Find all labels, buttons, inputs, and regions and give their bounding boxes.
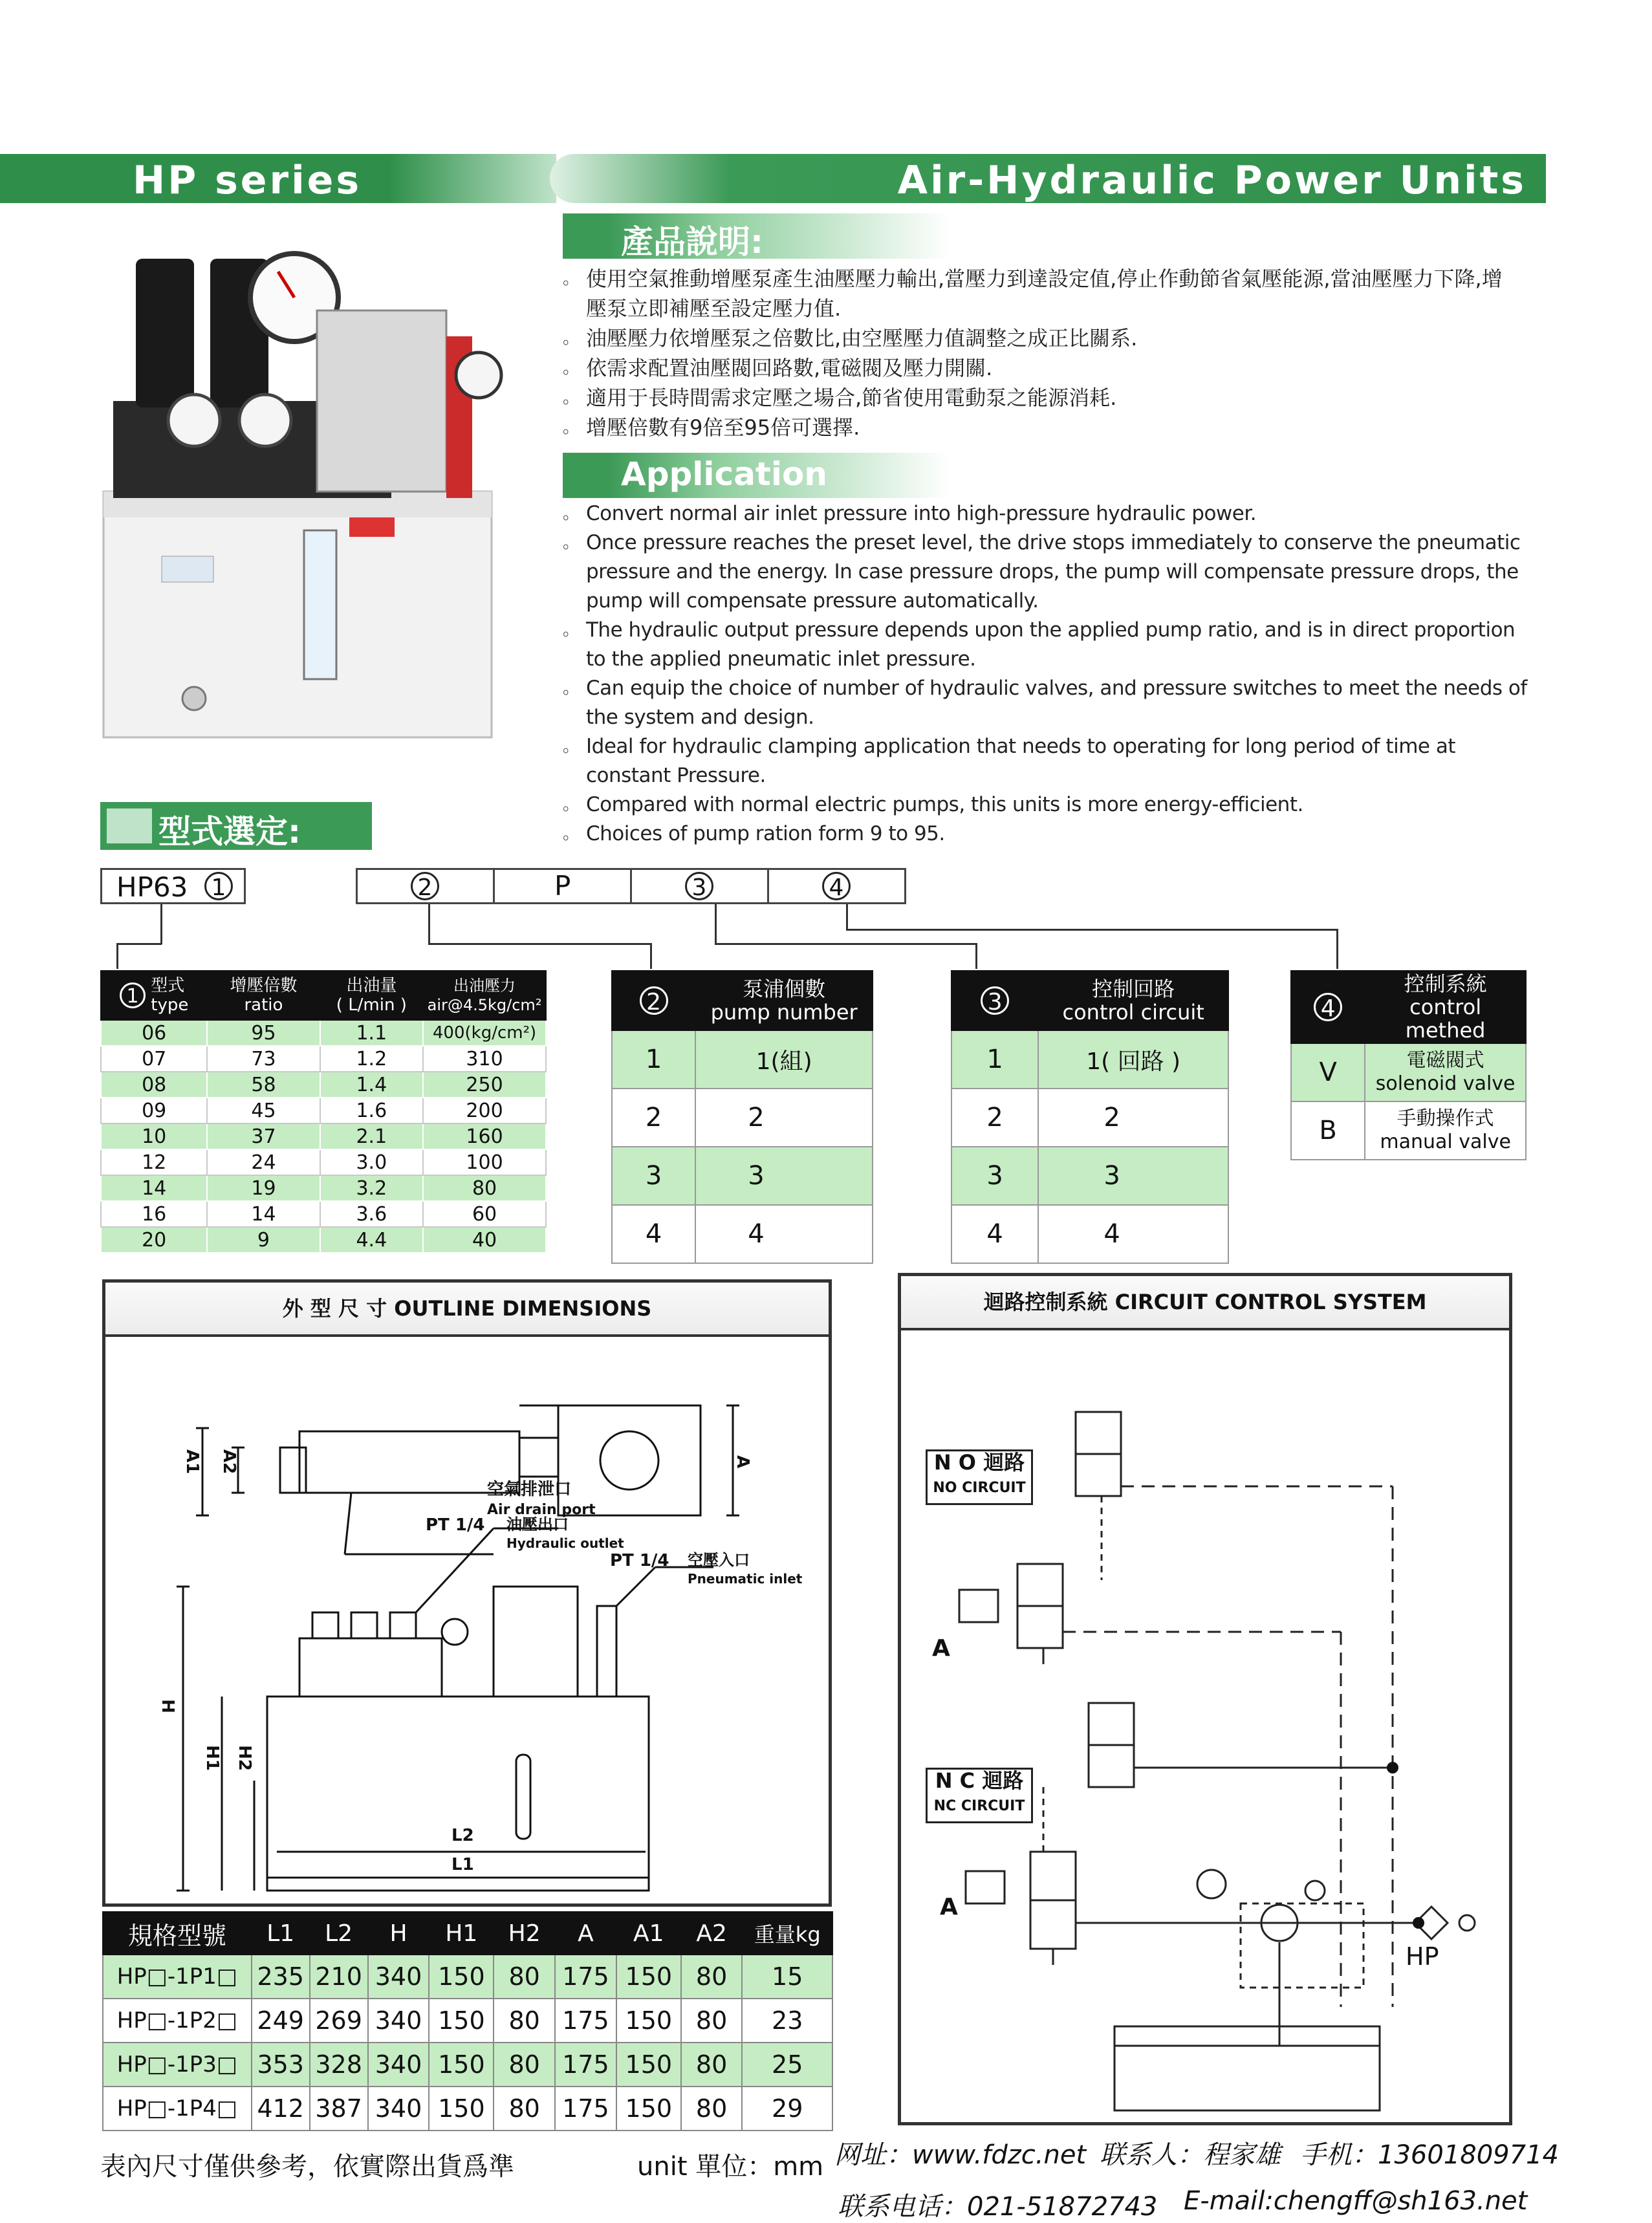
table-row: 2 2 — [612, 1089, 873, 1147]
table-row: 14 19 3.2 80 — [101, 1175, 546, 1201]
table-row: 16 14 3.6 60 — [101, 1201, 546, 1227]
pt-label-2: PT 1/4 — [610, 1551, 669, 1570]
list-item: 。 油壓壓力依增壓泵之倍數比,由空壓壓力值調整之成正比關系. — [563, 326, 1138, 351]
table-row: HP□-1P3□ 353 328 340 150 80 175 150 80 25 — [103, 2043, 832, 2087]
dim-label-l2: L2 — [451, 1826, 474, 1845]
desc-en-list — [563, 499, 1533, 849]
hp-label: HP — [1406, 1942, 1439, 1971]
desc-cn-list — [563, 264, 1507, 442]
list-item: 。 Choices of pump ration form 9 to 95. — [563, 822, 945, 845]
connector-line — [428, 943, 651, 945]
table-row: 2 2 — [951, 1089, 1228, 1147]
model-code-slot-3: 3 — [630, 868, 769, 904]
dim-label-h: H — [157, 1699, 177, 1713]
table-row: 09 45 1.6 200 — [101, 1098, 546, 1123]
outline-title: 外 型 尺 寸 OUTLINE DIMENSIONS — [105, 1283, 829, 1337]
port-a-label: A — [940, 1894, 958, 1920]
pneumatic-inlet-label: 空壓入口 Pneumatic inlet — [688, 1551, 803, 1587]
port-a-label: A — [932, 1635, 950, 1662]
outline-dimensions-panel — [102, 1279, 832, 1907]
desc-en-heading — [563, 453, 951, 498]
circuit-panel — [898, 1273, 1512, 2125]
pump-number-table: 2 泵浦個數 pump number 1 1(組) 2 2 3 3 4 4 — [611, 970, 873, 1264]
model-code-slot-4: 4 — [767, 868, 906, 904]
table-row: 10 37 2.1 160 — [101, 1123, 546, 1149]
dim-label-h1: H1 — [202, 1745, 222, 1771]
desc-cn-heading — [563, 213, 951, 259]
table-row: 1 1(組) — [612, 1030, 873, 1089]
connector-line — [715, 943, 977, 945]
table-number: 3 — [981, 986, 1009, 1015]
list-item: 。 Once pressure reaches the preset level, the drive stops immediately to conserve the pneumatic pressure and the energy. In case pressure drops, the pump will compensate pressure drops, the pump will compensate pressure automatically. — [563, 531, 1521, 613]
circuit-title: 迴路控制系統 CIRCUIT CONTROL SYSTEM — [901, 1276, 1509, 1330]
table-row: 1 1( 回路 ) — [951, 1030, 1228, 1089]
footer-tel: 联系电话：021-51872743 — [838, 2192, 1158, 2222]
list-item: 。 依需求配置油壓閥回路數,電磁閥及壓力開關. — [563, 356, 993, 380]
footer-mobile: 手机：13601809714 — [1300, 2140, 1559, 2170]
control-circuit-table: 3 控制回路 control circuit 1 1( 回路 ) 2 2 3 3 4 4 — [951, 970, 1229, 1264]
nc-circuit-label: N C 迴路 NC CIRCUIT — [926, 1768, 1033, 1823]
dimensions-table: 規格型號 L1 L2 H H1 H2 A A1 A2 重量kg HP□-1P1□ 235 210 340 150 80 175 150 80 15 HP□-1P2□ 249 269 340 150 80 175 150 80 23 HP□-1P3□ 353 328 340 150 80 175 150 80 25 HP□-1P4□ 412 387 340 150 80 175 150 80 29 — [102, 1911, 833, 2131]
connector-line — [160, 904, 162, 944]
footer-web: 网址：www.fdzc.net — [834, 2140, 1087, 2170]
circuit-diagram — [901, 1328, 1509, 2123]
connector-line — [1336, 929, 1338, 969]
table-row: 4 4 — [612, 1205, 873, 1263]
footer-contact: 联系人：程家雄 — [1100, 2140, 1281, 2170]
heading-accent — [107, 808, 152, 843]
dim-label-a2: A2 — [219, 1449, 239, 1475]
table-row: 3 3 — [612, 1147, 873, 1205]
product-banner — [550, 154, 1546, 203]
table-row: 3 3 — [951, 1147, 1228, 1205]
series-title: HP series — [133, 158, 362, 203]
list-item: 。 適用于長時間需求定壓之場合,節省使用電動泵之能源消耗. — [563, 385, 1117, 410]
connector-line — [428, 904, 430, 944]
table-number: 1 — [120, 982, 146, 1008]
table-number: 2 — [640, 986, 668, 1015]
model-code-slot-p: P — [493, 868, 632, 904]
desc-en-title: Application — [621, 455, 827, 493]
table-row: 07 73 1.2 310 — [101, 1046, 546, 1072]
table-number: 4 — [1314, 993, 1342, 1021]
dim-label-a1: A1 — [182, 1449, 202, 1475]
model-code-prefix: HP63 1 — [100, 868, 246, 904]
list-item: 。 使用空氣推動增壓泵產生油壓壓力輸出,當壓力到達設定值,停止作動節省氣壓能源,當油壓壓力下降,增壓泵立即補壓至設定壓力值. — [563, 266, 1503, 321]
table-row: 20 9 4.4 40 — [101, 1227, 546, 1253]
outline-drawing — [105, 1334, 829, 1903]
footer-email: E-mail:chengff@sh163.net — [1184, 2186, 1528, 2216]
footer-unit: unit 單位：mm — [637, 2152, 824, 2182]
model-code-slot-2: 2 — [356, 868, 495, 904]
list-item: 。 增壓倍數有9倍至95倍可選擇. — [563, 415, 860, 440]
table-row: 06 95 1.1 400(kg/cm²) — [101, 1020, 546, 1046]
product-title: Air-Hydraulic Power Units — [897, 158, 1527, 203]
connector-line — [650, 943, 652, 969]
connector-line — [116, 943, 162, 945]
table-row: HP□-1P2□ 249 269 340 150 80 175 150 80 23 — [103, 1999, 832, 2043]
series-banner — [0, 154, 556, 203]
control-method-table: 4 控制系統 control methed V 電磁閥式 solenoid valve B 手動操作式 manual valve — [1290, 970, 1527, 1160]
list-item: 。 Ideal for hydraulic clamping application that needs to operating for long period of time at constant Pressure. — [563, 735, 1455, 787]
table-row: 12 24 3.0 100 — [101, 1149, 546, 1175]
air-drain-label: 空氣排泄口 Air drain port — [487, 1480, 596, 1518]
connector-line — [846, 929, 1338, 931]
pt-label-1: PT 1/4 — [426, 1515, 485, 1535]
dim-label-l1: L1 — [451, 1855, 474, 1874]
list-item: 。 Compared with normal electric pumps, this units is more energy-efficient. — [563, 793, 1303, 816]
table-row: HP□-1P1□ 235 210 340 150 80 175 150 80 15 — [103, 1955, 832, 1999]
type-ratio-table: 1 型式 type 增壓倍數 ratio 出油量 ( L/min ) 出油壓力 air@4.5kg/cm² 06 95 1.1 400(kg/cm²) 07 73 1.2 310 08 58 1.4 250 09 45 1.6 200 10 37 2.1 160 12 24 3.0 100 14 19 3.2 80 16 14 3.6 60 20 9 4.4 40 — [100, 970, 547, 1253]
table-row: B 手動操作式 manual valve — [1291, 1101, 1526, 1160]
model-select-title: 型式選定: — [158, 813, 301, 851]
dim-label-h2: H2 — [234, 1745, 254, 1771]
hydraulic-outlet-label: 油壓出口 Hydraulic outlet — [506, 1515, 624, 1551]
table-row: 08 58 1.4 250 — [101, 1072, 546, 1098]
list-item: 。 The hydraulic output pressure depends upon the applied pump ratio, and is in direct proportion to the applied pneumatic inlet pressure. — [563, 618, 1516, 671]
connector-line — [116, 943, 118, 969]
table-row: 4 4 — [951, 1205, 1228, 1263]
list-item: 。 Can equip the choice of number of hydraulic valves, and pressure switches to meet the needs of the system and design. — [563, 677, 1527, 729]
product-photo — [91, 246, 505, 750]
footer-note: 表內尺寸僅供參考，依實際出貨爲準 — [100, 2152, 514, 2182]
no-circuit-label: N O 迴路 NO CIRCUIT — [926, 1449, 1033, 1505]
connector-line — [975, 943, 977, 969]
list-item: 。 Convert normal air inlet pressure into high-pressure hydraulic power. — [563, 502, 1257, 525]
table-row: HP□-1P4□ 412 387 340 150 80 175 150 80 29 — [103, 2087, 832, 2131]
connector-line — [715, 904, 717, 944]
dim-label-a: A — [733, 1455, 753, 1469]
table-row: V 電磁閥式 solenoid valve — [1291, 1043, 1526, 1101]
connector-line — [846, 904, 848, 930]
desc-cn-title: 產品說明: — [621, 223, 763, 261]
